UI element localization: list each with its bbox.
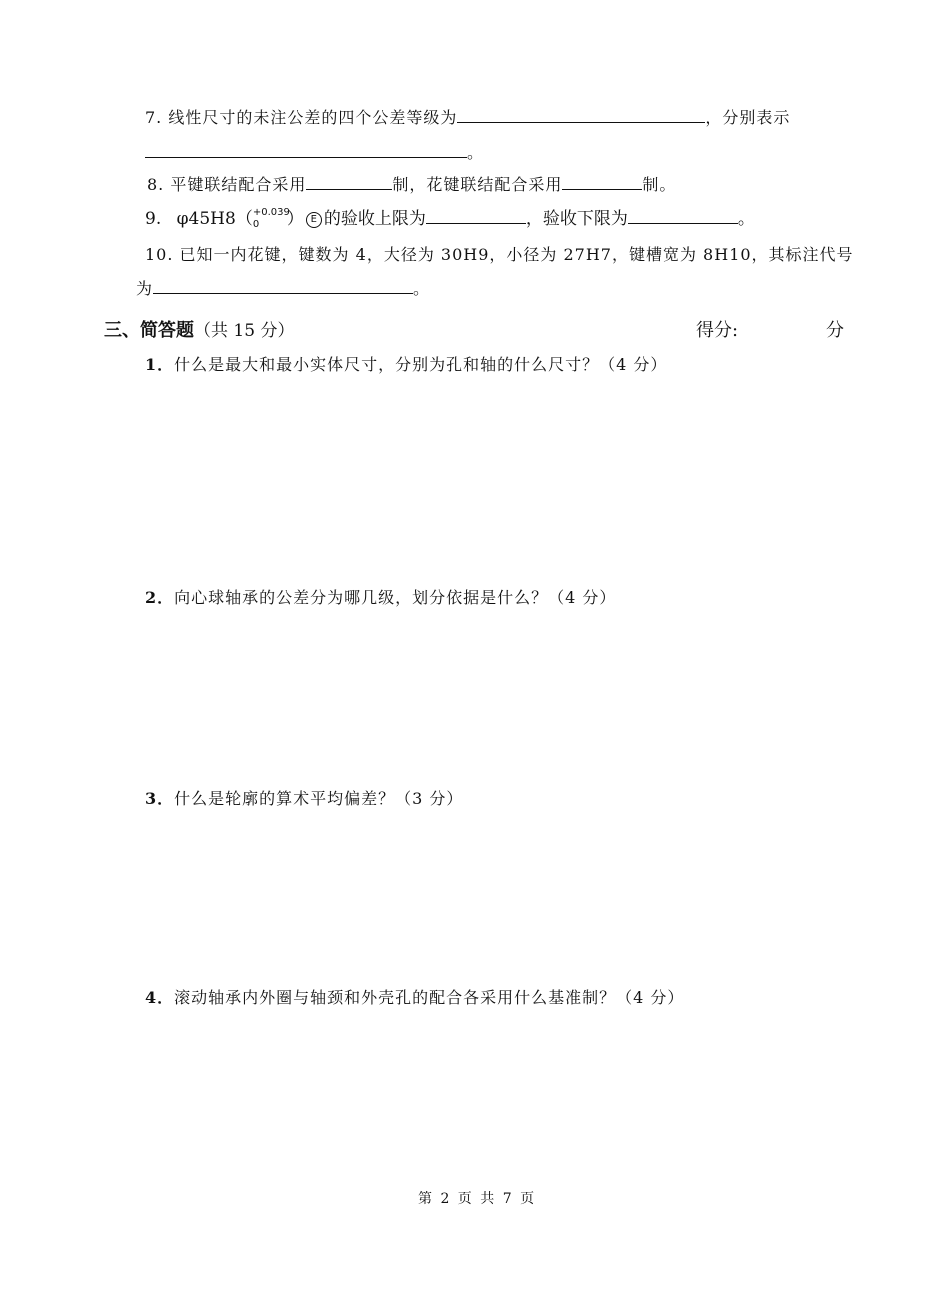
short-answer-question-3 (145, 786, 463, 809)
answer-blank[interactable] (457, 108, 705, 123)
fill-question-10 (145, 242, 854, 265)
question-text: ，验收下限为 (525, 209, 628, 229)
question-number: 7. (145, 108, 163, 127)
short-answer-question-1 (145, 352, 667, 375)
answer-area-2[interactable] (145, 612, 845, 772)
answer-blank[interactable] (628, 209, 738, 224)
question-number: 9. (145, 209, 162, 229)
question-text: 的验收上限为 (323, 209, 426, 229)
question-text: 什么是轮廓的算术平均偏差？（3 分） (174, 789, 464, 808)
question-text: 向心球轴承的公差分为哪几级，划分依据是什么？（4 分） (174, 588, 617, 607)
answer-area-4[interactable] (145, 1012, 845, 1162)
sentence-end: 。 (413, 279, 431, 298)
section-header (104, 316, 294, 342)
question-text: 线性尺寸的未注公差的四个公差等级为 (168, 108, 458, 127)
question-number: 3． (145, 789, 175, 808)
fill-question-9 (145, 204, 755, 229)
answer-blank[interactable] (153, 279, 413, 294)
question-text: 平键联结配合采用 (170, 175, 307, 194)
question-number: 4． (145, 988, 175, 1007)
question-text: 什么是最大和最小实体尺寸，分别为孔和轴的什么尺寸？（4 分） (174, 355, 668, 374)
tolerance-deviations (252, 206, 290, 230)
answer-area-3[interactable] (145, 812, 845, 972)
question-number: 2． (145, 588, 175, 607)
section-subtitle: （共 15 分） (194, 321, 295, 341)
fill-question-7 (145, 105, 790, 128)
tolerance-symbol: φ45H8（ (176, 209, 253, 229)
question-text: 为 (136, 279, 154, 298)
answer-area-1[interactable] (145, 380, 845, 570)
fill-question-8 (147, 172, 676, 195)
question-number: 8. (147, 175, 165, 194)
sentence-end: 。 (737, 209, 755, 229)
lower-deviation: 0 (252, 218, 260, 230)
fill-question-10-continued (136, 276, 430, 299)
answer-blank[interactable] (306, 175, 392, 190)
score-unit: 分 (826, 320, 844, 341)
answer-blank[interactable] (145, 143, 467, 158)
score-label: 得分: (696, 320, 739, 341)
short-answer-question-2 (145, 585, 616, 608)
section-title: 三、简答题 (104, 320, 194, 341)
question-text: ，分别表示 (705, 108, 791, 127)
fill-question-7-continued (145, 140, 484, 163)
envelope-requirement-icon: E (306, 212, 322, 228)
question-text: 制，花键联结配合采用 (392, 175, 563, 194)
question-number: 1． (145, 355, 175, 374)
answer-blank[interactable] (562, 175, 642, 190)
question-text: 制。 (642, 175, 677, 194)
sentence-end: 。 (467, 143, 485, 162)
question-text: 已知一内花键，键数为 4，大径为 30H9，小径为 27H7，键槽宽为 8H10，其标注代号 (179, 245, 854, 264)
question-text: 滚动轴承内外圈与轴颈和外壳孔的配合各采用什么基准制？（4 分） (174, 988, 685, 1007)
page-footer: 第 2 页 共 7 页 (418, 1191, 537, 1207)
answer-blank[interactable] (426, 209, 526, 224)
question-number: 10. (145, 245, 174, 264)
upper-deviation: +0.039 (252, 206, 290, 218)
short-answer-question-4 (145, 985, 684, 1008)
tolerance-close: ） (286, 209, 304, 229)
